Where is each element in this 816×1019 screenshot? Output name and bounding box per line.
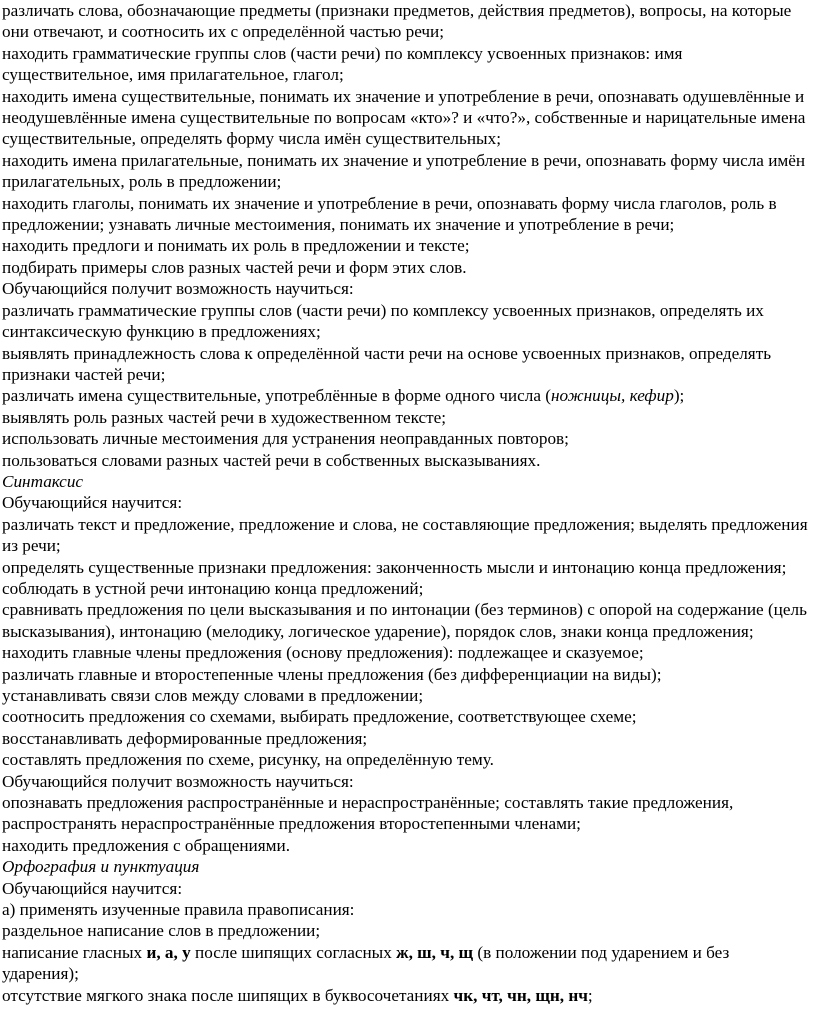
paragraph: находить главные члены предложения (основу предложения): подлежащее и сказуемое; <box>2 643 644 663</box>
text: ); <box>673 386 685 406</box>
paragraph: различать текст и предложение, предложение и слова, не составляющие предложения; выделять предложения из речи; <box>2 514 808 556</box>
paragraph: различать главные и второстепенные члены предложения (без дифференциации на виды); <box>2 664 662 684</box>
paragraph: Обучающийся научится: <box>2 493 183 513</box>
paragraph: сравнивать предложения по цели высказывания и по интонации (без терминов) с опорой на содержание (цель высказывания), интонацию (мелодику, логическое ударение), порядок слов, знаки конца предложения; <box>2 600 807 641</box>
text: ; <box>587 985 593 1005</box>
paragraph: подбирать примеры слов разных частей речи и форм этих слов. <box>2 257 467 277</box>
paragraph: находить имена существительные, понимать их значение и употребление в речи, опознавать одушевлённые и неодушевлённые имена существительные по вопросам «кто»? и «что?», собственные и нарицательные имена существительные, определять форму числа имён существительных; <box>2 86 806 149</box>
paragraph: находить предложения с обращениями. <box>2 835 291 855</box>
paragraph: опознавать предложения распространённые и нераспространённые; составлять такие предложения, распространять нераспространённые предложения второстепенными членами; <box>2 793 734 834</box>
paragraph-soft-sign <box>2 985 810 1006</box>
paragraph: устанавливать связи слов между словами в предложении; <box>2 686 424 705</box>
paragraph-kefir <box>2 385 810 406</box>
paragraph: Обучающийся получит возможность научиться: <box>2 279 354 299</box>
paragraph: находить грамматические группы слов (части речи) по комплексу усвоенных признаков: имя существительное, имя прилагательное, глагол; <box>2 43 683 85</box>
paragraph-vowels <box>2 942 810 985</box>
paragraph: раздельное написание слов в предложении; <box>2 921 321 941</box>
bold-letters: и, а, у <box>146 942 191 962</box>
paragraph: выявлять роль разных частей речи в художественном тексте; <box>2 407 447 427</box>
paragraph: использовать личные местоимения для устранения неоправданных повторов; <box>2 429 569 449</box>
paragraph: Обучающийся научится: <box>2 878 183 898</box>
paragraph: составлять предложения по схеме, рисунку, на определённую тему. <box>2 750 494 770</box>
bold-letters: ж, ш, ч, щ <box>396 942 474 962</box>
paragraph: находить имена прилагательные, понимать их значение и употребление в речи, опознавать форму числа имён прилагательных, роль в предложении; <box>2 150 806 192</box>
paragraph: различать слова, обозначающие предметы (признаки предметов, действия предметов), вопросы, на которые они отвечают, и соотносить их с определённой частью речи; <box>2 1 792 42</box>
paragraph: определять существенные признаки предложения: законченность мысли и интонацию конца предложения; соблюдать в устной речи интонацию конца предложений; <box>2 557 787 598</box>
text: после шипящих согласных <box>190 942 397 962</box>
bold-letters: чк, чт, чн, щн, нч <box>453 985 588 1005</box>
section-title-syntax: Синтаксис <box>2 471 84 491</box>
paragraph: Обучающийся получит возможность научиться: <box>2 771 354 791</box>
paragraph: находить глаголы, понимать их значение и употребление в речи, опознавать форму числа глаголов, роль в предложении; узнавать личные местоимения, понимать их значение и употребление в речи; <box>2 193 777 235</box>
paragraph: различать грамматические группы слов (части речи) по комплексу усвоенных признаков, определять их синтаксическую функцию в предложениях; <box>2 300 764 342</box>
paragraph: а) применять изученные правила правописания: <box>2 900 355 920</box>
paragraph: соотносить предложения со схемами, выбирать предложение, соответствующее схеме; <box>2 707 637 727</box>
text: (в положении под ударением и без ударения); <box>2 942 730 984</box>
paragraph: восстанавливать деформированные предложения; <box>2 728 368 748</box>
section-title-orthography: Орфография и пунктуация <box>2 857 200 877</box>
paragraph: пользоваться словами разных частей речи в собственных высказываниях. <box>2 450 541 470</box>
text: различать имена существительные, употреблённые в форме одного числа ( <box>2 386 551 406</box>
paragraph: выявлять принадлежность слова к определённой части речи на основе усвоенных признаков, определять признаки частей речи; <box>2 343 772 384</box>
italic-example: ножницы, кефир <box>550 386 674 406</box>
paragraph: находить предлоги и понимать их роль в предложении и тексте; <box>2 236 470 256</box>
text: написание гласных <box>2 942 147 962</box>
text: отсутствие мягкого знака после шипящих в буквосочетаниях <box>2 985 454 1005</box>
